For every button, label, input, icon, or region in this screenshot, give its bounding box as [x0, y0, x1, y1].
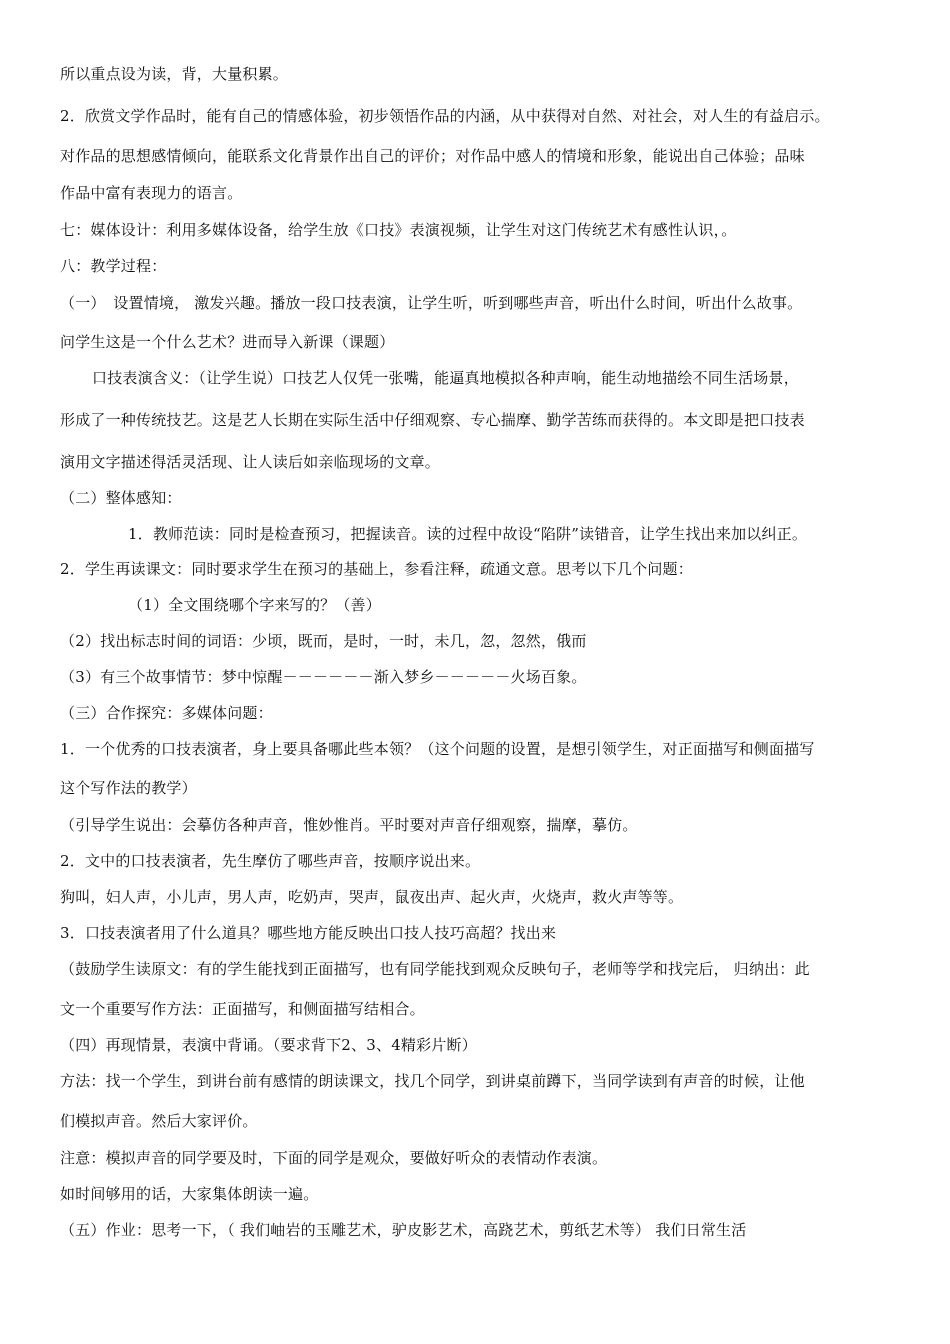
text-line: （1）全文围绕哪个字来写的？（善）: [128, 596, 381, 614]
text-line: （引导学生说出：会摹仿各种声音，惟妙惟肖。平时要对声音仔细观察，揣摩，摹仿。: [60, 816, 638, 834]
text-line: 所以重点设为读，背，大量积累。: [60, 65, 289, 83]
text-line: 1．一个优秀的口技表演者，身上要具备哪此些本领？（这个问题的设置，是想引领学生，对正面描写和侧面描写: [60, 740, 815, 758]
text-line: 1．教师范读：同时是检查预习，把握读音。读的过程中故设“陷阱”读错音，让学生找出来加以纠正。: [128, 525, 808, 543]
text-line: （四）再现情景，表演中背诵。（要求背下2、3、4精彩片断）: [60, 1036, 477, 1054]
text-line: 问学生这是一个什么艺术？进而导入新课（课题）: [60, 333, 395, 351]
text-line: 八：教学过程：: [60, 257, 167, 275]
text-line: 七：媒体设计：利用多媒体设备，给学生放《口技》表演视频，让学生对这门传统艺术有感性认识，。: [60, 221, 737, 239]
text-line: 这个写作法的教学）: [60, 779, 197, 797]
text-line: 们模拟声音。然后大家评价。: [60, 1112, 258, 1130]
text-line: 2．文中的口技表演者，先生摩仿了哪些声音，按顺序说出来。: [60, 852, 481, 870]
text-line: 2．欣赏文学作品时，能有自己的情感体验，初步领悟作品的内涵，从中获得对自然、对社会，对人生的有益启示。: [60, 107, 830, 125]
text-line: 口技表演含义：（让学生说）口技艺人仅凭一张嘴，能逼真地模拟各种声响，能生动地描绘不同生活场景，: [92, 369, 799, 387]
text-line: 狗叫，妇人声，小儿声，男人声，吃奶声，哭声，鼠夜出声、起火声，火烧声，救火声等等。: [60, 888, 684, 906]
text-line: 2．学生再读课文：同时要求学生在预习的基础上，参看注释，疏通文意。思考以下几个问题：: [60, 560, 693, 578]
text-line: （3）有三个故事情节：梦中惊醒－－－－－－渐入梦乡－－－－－火场百象。: [60, 668, 587, 686]
text-line: （二）整体感知：: [60, 489, 182, 507]
text-line: 形成了一种传统技艺。这是艺人长期在实际生活中仔细观察、专心揣摩、勤学苦练而获得的。本文即是把口技表: [60, 411, 805, 429]
text-line: （2）找出标志时间的词语：少顷，既而，是时，一时，未几，忽，忽然，俄而: [60, 632, 587, 650]
text-line: 方法：找一个学生，到讲台前有感情的朗读课文，找几个同学，到讲桌前蹲下，当同学读到有声音的时候，让他: [60, 1072, 805, 1090]
text-line: 文一个重要写作方法：正面描写，和侧面描写结相合。: [60, 1000, 425, 1018]
text-line: （鼓励学生读原文：有的学生能找到正面描写，也有同学能找到观众反映句子，老师等学和找完后， 归纳出：此: [60, 960, 810, 978]
text-line: 3．口技表演者用了什么道具？哪些地方能反映出口技人技巧高超？找出来: [60, 924, 557, 942]
text-line: 注意：模拟声音的同学要及时，下面的同学是观众，要做好听众的表情动作表演。: [60, 1149, 608, 1167]
text-line: （三）合作探究：多媒体问题：: [60, 704, 273, 722]
text-line: 对作品的思想感情倾向，能联系文化背景作出自己的评价；对作品中感人的情境和形象，能说出自己体验；品味: [60, 147, 805, 165]
text-line: （五）作业：思考一下，（ 我们岫岩的玉雕艺术，驴皮影艺术，高跷艺术，剪纸艺术等） 我们日常生活: [60, 1221, 747, 1239]
text-line: 作品中富有表现力的语言。: [60, 184, 243, 202]
text-line: 如时间够用的话，大家集体朗读一遍。: [60, 1185, 319, 1203]
text-line: 演用文字描述得活灵活现、让人读后如亲临现场的文章。: [60, 453, 441, 471]
text-line: （一） 设置情境， 激发兴趣。播放一段口技表演，让学生听，听到哪些声音，听出什么时间，听出什么故事。: [60, 294, 803, 312]
